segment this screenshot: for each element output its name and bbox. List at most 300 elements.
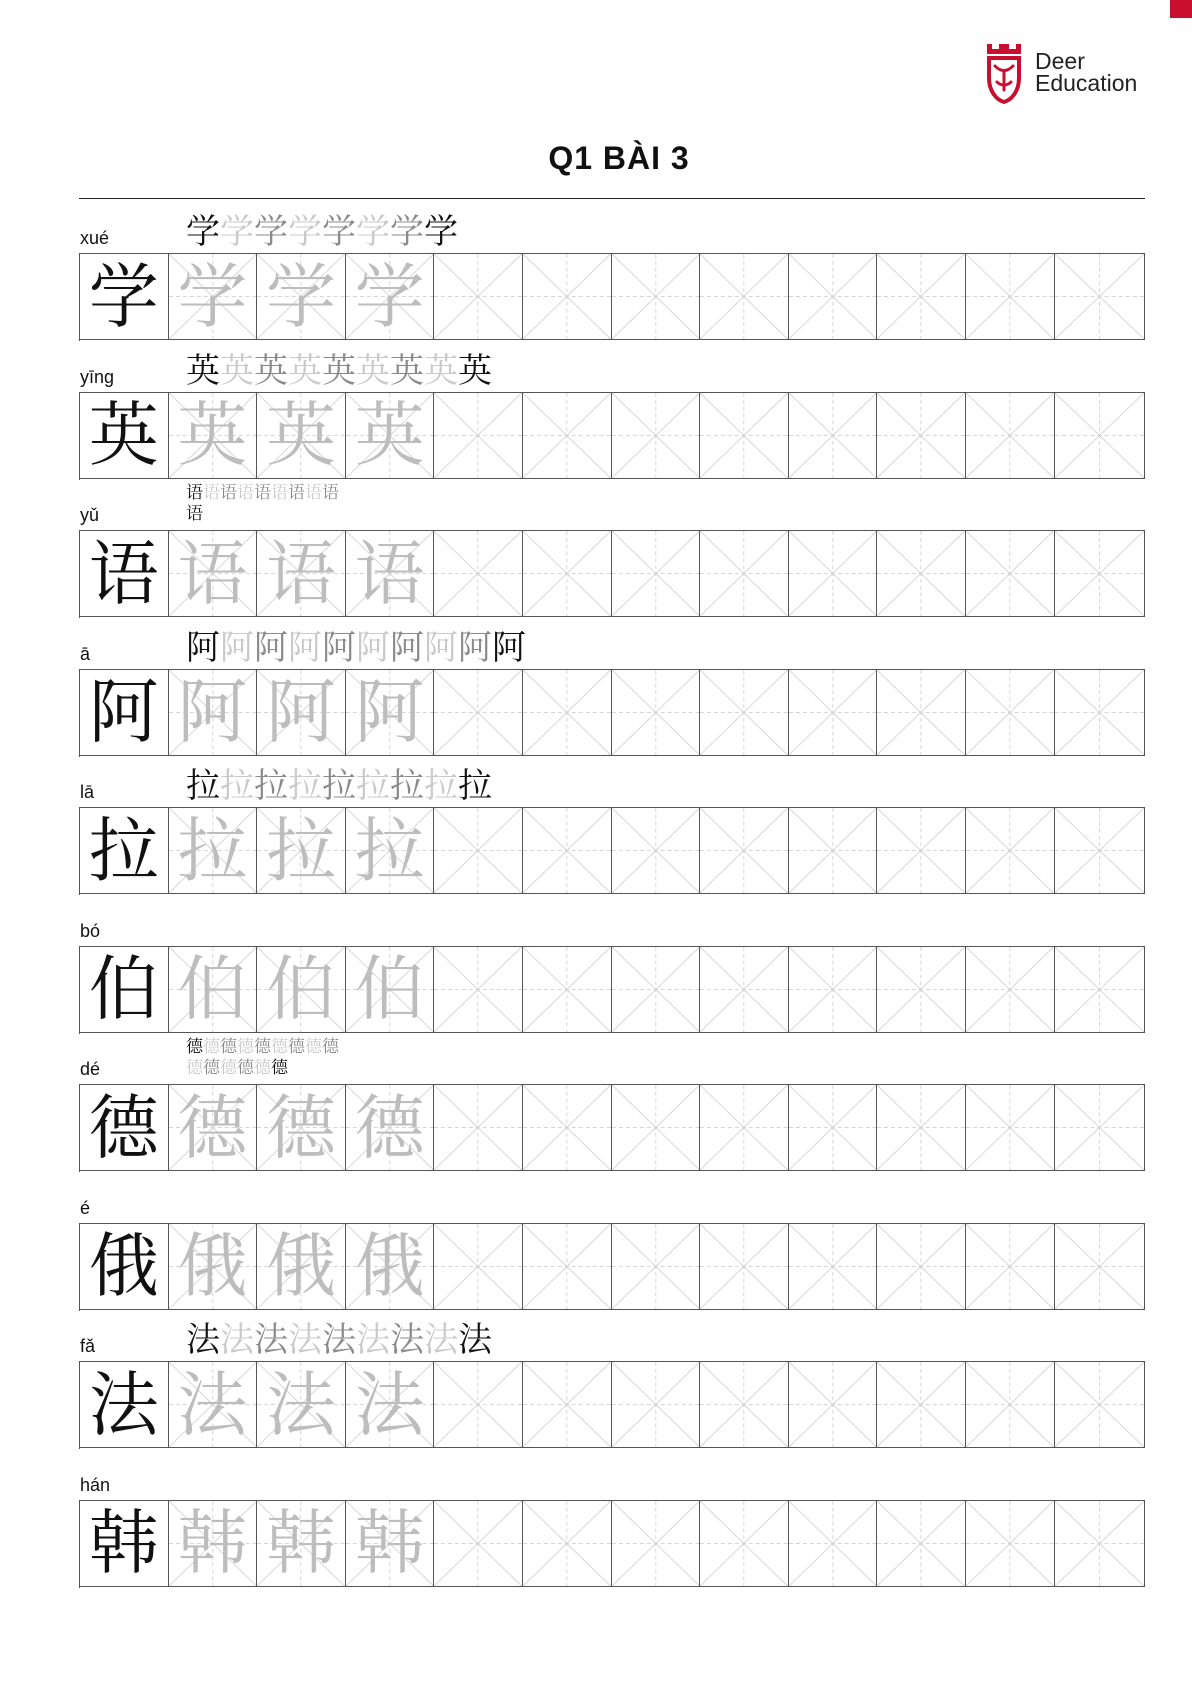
stroke-step: 拉 bbox=[186, 766, 220, 806]
trace-character: 俄 bbox=[354, 1225, 425, 1307]
stroke-step: 阿 bbox=[186, 627, 220, 668]
grid-guide-lines bbox=[966, 1501, 1054, 1586]
stroke-step: 拉 bbox=[220, 766, 254, 806]
stroke-step: 德 bbox=[254, 1058, 271, 1078]
empty-practice-cell[interactable] bbox=[700, 1223, 789, 1310]
empty-practice-cell[interactable] bbox=[612, 1084, 701, 1171]
grid-guide-lines bbox=[1055, 531, 1144, 616]
empty-practice-cell[interactable] bbox=[523, 253, 612, 340]
empty-practice-cell[interactable] bbox=[877, 1084, 966, 1171]
empty-practice-cell[interactable] bbox=[523, 1084, 612, 1171]
empty-practice-cell[interactable] bbox=[434, 1500, 523, 1587]
model-character-cell bbox=[80, 253, 169, 340]
empty-practice-cell[interactable] bbox=[612, 1223, 701, 1310]
deer-logo-icon bbox=[983, 42, 1025, 104]
grid-guide-lines bbox=[612, 1362, 700, 1447]
stroke-step: 德 bbox=[203, 1058, 220, 1078]
model-character-cell bbox=[80, 807, 169, 894]
writing-grid bbox=[79, 669, 1146, 757]
grid-guide-lines bbox=[1055, 254, 1144, 339]
stroke-step: 语 bbox=[271, 483, 288, 503]
stroke-step: 学 bbox=[356, 212, 390, 252]
grid-guide-lines bbox=[523, 393, 611, 478]
empty-practice-cell[interactable] bbox=[789, 253, 878, 340]
stroke-step: 法 bbox=[458, 1320, 492, 1360]
grid-guide-lines bbox=[700, 947, 788, 1032]
empty-practice-cell[interactable] bbox=[612, 530, 701, 617]
grid-guide-lines bbox=[789, 808, 877, 893]
empty-practice-cell[interactable] bbox=[1055, 807, 1145, 894]
stroke-step: 法 bbox=[288, 1320, 322, 1360]
stroke-step: 英 bbox=[424, 350, 458, 391]
grid-guide-lines bbox=[612, 1085, 700, 1170]
empty-practice-cell[interactable] bbox=[434, 669, 523, 756]
grid-guide-lines bbox=[877, 670, 965, 755]
trace-character: 法 bbox=[265, 1363, 336, 1446]
empty-practice-cell[interactable] bbox=[700, 946, 789, 1033]
grid-guide-lines bbox=[434, 254, 522, 339]
pinyin-label: lā bbox=[80, 782, 95, 802]
grid-guide-lines bbox=[1055, 947, 1144, 1032]
writing-grid bbox=[79, 1223, 1146, 1311]
grid-guide-lines bbox=[877, 808, 965, 893]
grid-guide-lines bbox=[789, 1085, 877, 1170]
grid-guide-lines bbox=[434, 1224, 522, 1309]
empty-practice-cell[interactable] bbox=[877, 1500, 966, 1587]
grid-guide-lines bbox=[966, 1085, 1054, 1170]
grid-guide-lines bbox=[434, 808, 522, 893]
empty-practice-cell[interactable] bbox=[612, 392, 701, 479]
trace-cell bbox=[169, 392, 258, 479]
grid-guide-lines bbox=[966, 947, 1054, 1032]
empty-practice-cell[interactable] bbox=[700, 1084, 789, 1171]
practice-row bbox=[79, 477, 1145, 615]
trace-character: 伯 bbox=[354, 948, 425, 1030]
title-divider bbox=[79, 198, 1145, 199]
stroke-step: 语 bbox=[203, 483, 220, 503]
stroke-order-sequence bbox=[186, 768, 566, 804]
empty-practice-cell[interactable] bbox=[966, 669, 1055, 756]
grid-guide-lines bbox=[789, 947, 877, 1032]
stroke-step: 学 bbox=[322, 212, 356, 252]
trace-character: 伯 bbox=[177, 948, 248, 1030]
empty-practice-cell[interactable] bbox=[1055, 1084, 1145, 1171]
empty-practice-cell[interactable] bbox=[789, 669, 878, 756]
trace-cell bbox=[257, 1500, 346, 1587]
stroke-step: 语 bbox=[254, 483, 271, 503]
grid-guide-lines bbox=[434, 1085, 522, 1170]
practice-row bbox=[79, 1170, 1145, 1308]
trace-cell bbox=[169, 253, 258, 340]
empty-practice-cell[interactable] bbox=[966, 807, 1055, 894]
stroke-step: 德 bbox=[186, 1058, 203, 1078]
trace-cell bbox=[169, 1223, 258, 1310]
grid-guide-lines bbox=[434, 1362, 522, 1447]
corner-accent bbox=[1170, 0, 1192, 18]
grid-guide-lines bbox=[434, 1501, 522, 1586]
stroke-step: 语 bbox=[237, 483, 254, 503]
empty-practice-cell[interactable] bbox=[700, 392, 789, 479]
trace-character: 学 bbox=[177, 255, 248, 338]
grid-guide-lines bbox=[789, 254, 877, 339]
empty-practice-cell[interactable] bbox=[523, 1223, 612, 1310]
pinyin-label: hán bbox=[80, 1474, 111, 1495]
grid-guide-lines bbox=[789, 531, 877, 616]
stroke-step: 语 bbox=[305, 483, 322, 503]
stroke-step: 语 bbox=[186, 483, 203, 503]
trace-character: 韩 bbox=[354, 1502, 425, 1584]
empty-practice-cell[interactable] bbox=[966, 1361, 1055, 1448]
grid-guide-lines bbox=[877, 947, 965, 1032]
grid-guide-lines bbox=[966, 531, 1054, 616]
practice-row bbox=[79, 339, 1145, 477]
stroke-order-sequence bbox=[186, 214, 566, 250]
model-character: 韩 bbox=[88, 1502, 159, 1584]
stroke-step: 学 bbox=[220, 212, 254, 252]
stroke-step: 阿 bbox=[492, 627, 526, 668]
model-character: 语 bbox=[88, 532, 159, 615]
trace-cell bbox=[169, 1361, 258, 1448]
grid-guide-lines bbox=[523, 947, 611, 1032]
pinyin-label: yǔ bbox=[80, 505, 100, 525]
empty-practice-cell[interactable] bbox=[789, 1223, 878, 1310]
stroke-step: 拉 bbox=[254, 766, 288, 806]
model-character-cell bbox=[80, 1361, 169, 1448]
stroke-step: 德 bbox=[305, 1037, 322, 1057]
empty-practice-cell[interactable] bbox=[1055, 669, 1145, 756]
stroke-step: 阿 bbox=[220, 627, 254, 668]
grid-guide-lines bbox=[877, 1362, 965, 1447]
writing-grid bbox=[79, 1500, 1146, 1588]
writing-grid bbox=[79, 1361, 1146, 1449]
empty-practice-cell[interactable] bbox=[523, 669, 612, 756]
empty-practice-cell[interactable] bbox=[966, 1223, 1055, 1310]
trace-cell bbox=[346, 530, 435, 617]
stroke-step: 拉 bbox=[356, 766, 390, 806]
empty-practice-cell[interactable] bbox=[789, 1084, 878, 1171]
trace-cell bbox=[257, 807, 346, 894]
stroke-step: 英 bbox=[458, 350, 492, 391]
stroke-step: 德 bbox=[288, 1037, 305, 1057]
grid-guide-lines bbox=[789, 1224, 877, 1309]
model-character-cell bbox=[80, 392, 169, 479]
empty-practice-cell[interactable] bbox=[434, 807, 523, 894]
stroke-step: 拉 bbox=[288, 766, 322, 806]
grid-guide-lines bbox=[877, 1501, 965, 1586]
stroke-step: 法 bbox=[322, 1320, 356, 1360]
grid-guide-lines bbox=[789, 670, 877, 755]
empty-practice-cell[interactable] bbox=[877, 392, 966, 479]
model-character-cell bbox=[80, 946, 169, 1033]
trace-cell bbox=[169, 1500, 258, 1587]
grid-guide-lines bbox=[1055, 1362, 1144, 1447]
empty-practice-cell[interactable] bbox=[612, 669, 701, 756]
empty-practice-cell[interactable] bbox=[434, 253, 523, 340]
grid-guide-lines bbox=[523, 1224, 611, 1309]
pinyin-label: dé bbox=[80, 1059, 101, 1079]
grid-guide-lines bbox=[700, 1362, 788, 1447]
empty-practice-cell[interactable] bbox=[523, 530, 612, 617]
practice-row bbox=[79, 200, 1145, 338]
grid-guide-lines bbox=[1055, 1085, 1144, 1170]
trace-character: 拉 bbox=[265, 809, 336, 892]
grid-guide-lines bbox=[700, 1085, 788, 1170]
empty-practice-cell[interactable] bbox=[789, 392, 878, 479]
stroke-step: 英 bbox=[288, 350, 322, 391]
trace-cell bbox=[346, 1500, 435, 1587]
model-character: 英 bbox=[88, 394, 159, 476]
empty-practice-cell[interactable] bbox=[966, 1500, 1055, 1587]
empty-practice-cell[interactable] bbox=[434, 530, 523, 617]
empty-practice-cell[interactable] bbox=[789, 807, 878, 894]
empty-practice-cell[interactable] bbox=[434, 1084, 523, 1171]
practice-row bbox=[79, 893, 1145, 1031]
empty-practice-cell[interactable] bbox=[1055, 1361, 1145, 1448]
empty-practice-cell[interactable] bbox=[789, 530, 878, 617]
stroke-step: 拉 bbox=[458, 766, 492, 806]
stroke-step: 学 bbox=[254, 212, 288, 252]
model-character: 拉 bbox=[88, 809, 159, 892]
stroke-step: 德 bbox=[220, 1058, 237, 1078]
empty-practice-cell[interactable] bbox=[700, 253, 789, 340]
grid-guide-lines bbox=[434, 947, 522, 1032]
empty-practice-cell[interactable] bbox=[877, 1223, 966, 1310]
grid-guide-lines bbox=[877, 1224, 965, 1309]
stroke-step: 拉 bbox=[322, 766, 356, 806]
model-character: 俄 bbox=[88, 1225, 159, 1307]
empty-practice-cell[interactable] bbox=[700, 1500, 789, 1587]
trace-cell bbox=[346, 392, 435, 479]
grid-guide-lines bbox=[789, 393, 877, 478]
stroke-step: 德 bbox=[271, 1058, 288, 1078]
pinyin-label: é bbox=[80, 1197, 91, 1218]
empty-practice-cell[interactable] bbox=[877, 253, 966, 340]
trace-cell bbox=[346, 1361, 435, 1448]
trace-character: 德 bbox=[265, 1086, 336, 1169]
empty-practice-cell[interactable] bbox=[1055, 1223, 1145, 1310]
grid-guide-lines bbox=[612, 1224, 700, 1309]
stroke-step: 法 bbox=[390, 1320, 424, 1360]
stroke-step: 拉 bbox=[390, 766, 424, 806]
practice-row bbox=[79, 754, 1145, 892]
model-character-cell bbox=[80, 530, 169, 617]
empty-practice-cell[interactable] bbox=[966, 530, 1055, 617]
trace-cell bbox=[346, 669, 435, 756]
empty-practice-cell[interactable] bbox=[966, 946, 1055, 1033]
pinyin-label: ā bbox=[80, 643, 91, 664]
empty-practice-cell[interactable] bbox=[789, 1361, 878, 1448]
grid-guide-lines bbox=[523, 1362, 611, 1447]
grid-guide-lines bbox=[966, 670, 1054, 755]
empty-practice-cell[interactable] bbox=[700, 1361, 789, 1448]
grid-guide-lines bbox=[523, 670, 611, 755]
empty-practice-cell[interactable] bbox=[877, 807, 966, 894]
trace-character: 德 bbox=[354, 1086, 425, 1169]
stroke-step: 语 bbox=[220, 483, 237, 503]
model-character-cell bbox=[80, 1500, 169, 1587]
stroke-step: 阿 bbox=[458, 627, 492, 668]
trace-cell bbox=[346, 807, 435, 894]
stroke-order-sequence bbox=[186, 1322, 566, 1358]
pinyin-label: xué bbox=[80, 228, 110, 248]
trace-character: 韩 bbox=[177, 1502, 248, 1584]
page-title: Q1 BÀI 3 bbox=[548, 140, 690, 176]
writing-grid bbox=[79, 253, 1146, 341]
stroke-order-sequence bbox=[186, 627, 566, 668]
stroke-step: 法 bbox=[254, 1320, 288, 1360]
empty-practice-cell[interactable] bbox=[523, 392, 612, 479]
empty-practice-cell[interactable] bbox=[434, 392, 523, 479]
pinyin-label: bó bbox=[80, 920, 101, 941]
trace-character: 德 bbox=[177, 1086, 248, 1169]
stroke-step: 学 bbox=[288, 212, 322, 252]
trace-cell bbox=[257, 1084, 346, 1171]
empty-practice-cell[interactable] bbox=[877, 946, 966, 1033]
trace-cell bbox=[169, 1084, 258, 1171]
deer-education-logo bbox=[983, 42, 1143, 106]
empty-practice-cell[interactable] bbox=[877, 530, 966, 617]
empty-practice-cell[interactable] bbox=[612, 1500, 701, 1587]
trace-character: 阿 bbox=[265, 671, 336, 753]
trace-cell bbox=[346, 1084, 435, 1171]
grid-guide-lines bbox=[877, 393, 965, 478]
empty-practice-cell[interactable] bbox=[966, 1084, 1055, 1171]
empty-practice-cell[interactable] bbox=[612, 253, 701, 340]
trace-character: 语 bbox=[354, 532, 425, 615]
empty-practice-cell[interactable] bbox=[612, 807, 701, 894]
model-character: 伯 bbox=[88, 948, 159, 1030]
trace-character: 语 bbox=[265, 532, 336, 615]
empty-practice-cell[interactable] bbox=[523, 1500, 612, 1587]
trace-character: 拉 bbox=[177, 809, 248, 892]
empty-practice-cell[interactable] bbox=[1055, 1500, 1145, 1587]
stroke-step: 学 bbox=[186, 212, 220, 252]
stroke-step: 阿 bbox=[356, 627, 390, 668]
trace-cell bbox=[257, 1361, 346, 1448]
stroke-step: 德 bbox=[186, 1037, 203, 1057]
grid-guide-lines bbox=[877, 254, 965, 339]
trace-character: 拉 bbox=[354, 809, 425, 892]
practice-row bbox=[79, 616, 1145, 754]
trace-cell bbox=[257, 253, 346, 340]
practice-row bbox=[79, 1031, 1145, 1169]
grid-guide-lines bbox=[1055, 393, 1144, 478]
grid-guide-lines bbox=[966, 393, 1054, 478]
empty-practice-cell[interactable] bbox=[523, 807, 612, 894]
empty-practice-cell[interactable] bbox=[434, 946, 523, 1033]
stroke-step: 英 bbox=[322, 350, 356, 391]
trace-cell bbox=[169, 530, 258, 617]
model-character-cell bbox=[80, 669, 169, 756]
grid-guide-lines bbox=[789, 1501, 877, 1586]
brand-line-1: Deer bbox=[1035, 48, 1085, 74]
grid-guide-lines bbox=[789, 1362, 877, 1447]
grid-guide-lines bbox=[612, 254, 700, 339]
trace-character: 学 bbox=[265, 255, 336, 338]
trace-character: 学 bbox=[354, 255, 425, 338]
empty-practice-cell[interactable] bbox=[700, 530, 789, 617]
empty-practice-cell[interactable] bbox=[434, 1223, 523, 1310]
empty-practice-cell[interactable] bbox=[1055, 530, 1145, 617]
empty-practice-cell[interactable] bbox=[434, 1361, 523, 1448]
stroke-step: 德 bbox=[220, 1037, 237, 1057]
empty-practice-cell[interactable] bbox=[966, 392, 1055, 479]
stroke-step: 学 bbox=[424, 212, 458, 252]
stroke-step: 语 bbox=[288, 483, 305, 503]
trace-character: 俄 bbox=[177, 1225, 248, 1307]
stroke-step: 语 bbox=[186, 504, 203, 524]
empty-practice-cell[interactable] bbox=[612, 946, 701, 1033]
trace-character: 俄 bbox=[265, 1225, 336, 1307]
empty-practice-cell[interactable] bbox=[1055, 253, 1145, 340]
grid-guide-lines bbox=[434, 531, 522, 616]
grid-guide-lines bbox=[523, 1501, 611, 1586]
stroke-step: 阿 bbox=[254, 627, 288, 668]
empty-practice-cell[interactable] bbox=[523, 946, 612, 1033]
trace-cell bbox=[346, 946, 435, 1033]
grid-guide-lines bbox=[523, 1085, 611, 1170]
empty-practice-cell[interactable] bbox=[877, 669, 966, 756]
pinyin-label: fǎ bbox=[80, 1336, 96, 1356]
grid-guide-lines bbox=[700, 670, 788, 755]
grid-guide-lines bbox=[700, 254, 788, 339]
empty-practice-cell[interactable] bbox=[612, 1361, 701, 1448]
grid-guide-lines bbox=[1055, 1501, 1144, 1586]
empty-practice-cell[interactable] bbox=[700, 807, 789, 894]
stroke-order-sequence bbox=[186, 1037, 346, 1079]
trace-character: 韩 bbox=[265, 1502, 336, 1584]
grid-guide-lines bbox=[612, 1501, 700, 1586]
model-character: 法 bbox=[88, 1363, 159, 1446]
stroke-step: 德 bbox=[237, 1037, 254, 1057]
stroke-step: 阿 bbox=[322, 627, 356, 668]
trace-cell bbox=[169, 669, 258, 756]
grid-guide-lines bbox=[523, 254, 611, 339]
grid-guide-lines bbox=[877, 531, 965, 616]
stroke-step: 语 bbox=[322, 483, 339, 503]
empty-practice-cell[interactable] bbox=[789, 1500, 878, 1587]
grid-guide-lines bbox=[1055, 808, 1144, 893]
grid-guide-lines bbox=[1055, 1224, 1144, 1309]
grid-guide-lines bbox=[700, 531, 788, 616]
trace-cell bbox=[346, 253, 435, 340]
grid-guide-lines bbox=[523, 531, 611, 616]
empty-practice-cell[interactable] bbox=[1055, 392, 1145, 479]
grid-guide-lines bbox=[700, 1224, 788, 1309]
empty-practice-cell[interactable] bbox=[1055, 946, 1145, 1033]
stroke-step: 法 bbox=[220, 1320, 254, 1360]
trace-cell bbox=[346, 1223, 435, 1310]
grid-guide-lines bbox=[612, 808, 700, 893]
empty-practice-cell[interactable] bbox=[700, 669, 789, 756]
empty-practice-cell[interactable] bbox=[966, 253, 1055, 340]
trace-character: 阿 bbox=[177, 671, 248, 753]
brand-line-2: Education bbox=[1035, 70, 1138, 96]
trace-character: 法 bbox=[177, 1363, 248, 1446]
empty-practice-cell[interactable] bbox=[523, 1361, 612, 1448]
writing-grid bbox=[79, 946, 1146, 1034]
grid-guide-lines bbox=[966, 254, 1054, 339]
empty-practice-cell[interactable] bbox=[877, 1361, 966, 1448]
empty-practice-cell[interactable] bbox=[789, 946, 878, 1033]
trace-cell bbox=[257, 530, 346, 617]
trace-character: 英 bbox=[354, 394, 425, 476]
trace-cell bbox=[257, 669, 346, 756]
grid-guide-lines bbox=[700, 1501, 788, 1586]
trace-cell bbox=[257, 392, 346, 479]
trace-cell bbox=[257, 1223, 346, 1310]
grid-guide-lines bbox=[966, 808, 1054, 893]
